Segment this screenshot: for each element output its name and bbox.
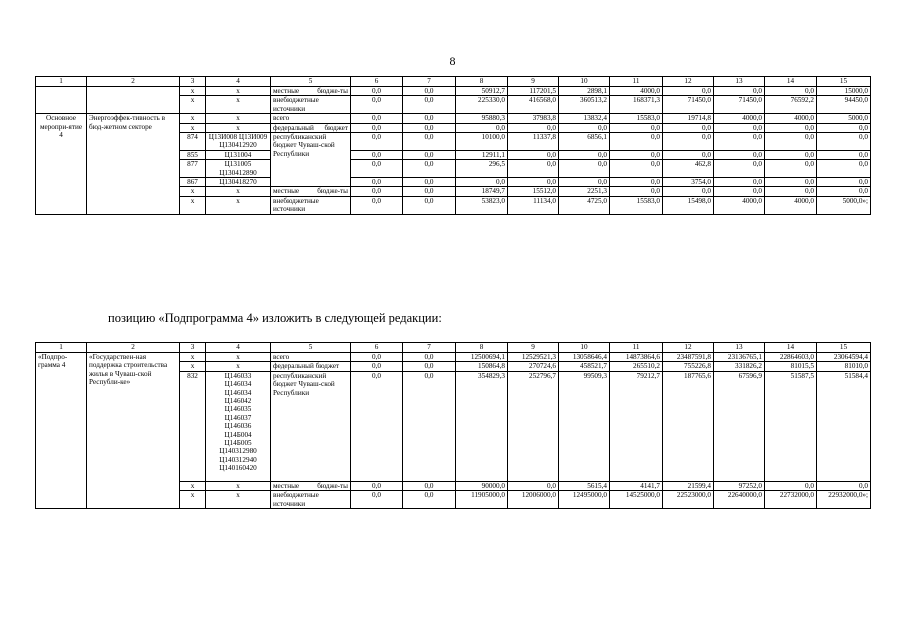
- table-row: [36, 87, 871, 96]
- value-cell: 4000,0: [765, 196, 817, 214]
- value-cell: 0,0: [817, 187, 871, 196]
- value-cell: 5000,0»;: [817, 196, 871, 214]
- header-cell: 2: [87, 77, 180, 87]
- value-cell: 13058646,4: [559, 353, 610, 362]
- value-cell: 51584,4: [817, 371, 871, 481]
- header-row: [36, 77, 871, 87]
- value-cell: 0,0: [351, 160, 403, 178]
- budget-code-cell: х: [206, 353, 271, 362]
- value-cell: 6856,1: [559, 133, 610, 151]
- admin-code-cell: х: [180, 114, 206, 123]
- value-cell: 0,0: [663, 150, 714, 159]
- value-cell: 265510,2: [610, 362, 663, 371]
- funding-table-subprogram-4: [35, 342, 871, 509]
- budget-code-cell: Ц146033 Ц146034 Ц146034 Ц146042 Ц146035 Ц146037 Ц146036 Ц14Б004 Ц14Б005 Ц140312980 Ц140312940 Ц140160420: [206, 371, 271, 481]
- value-cell: 4000,0: [765, 114, 817, 123]
- value-cell: 0,0: [403, 123, 456, 132]
- value-cell: 0,0: [403, 491, 456, 509]
- value-cell: 0,0: [508, 160, 559, 178]
- funding-source-cell: местные бюдже-ты: [271, 87, 351, 96]
- value-cell: 0,0: [403, 150, 456, 159]
- value-cell: 0,0: [765, 150, 817, 159]
- value-cell: 331826,2: [714, 362, 765, 371]
- value-cell: 23064594,4: [817, 353, 871, 362]
- value-cell: 14525000,0: [610, 491, 663, 509]
- value-cell: 296,5: [456, 160, 508, 178]
- funding-source-cell: местные бюдже-ты: [271, 187, 351, 196]
- value-cell: 15498,0: [663, 196, 714, 214]
- value-cell: 0,0: [351, 481, 403, 490]
- value-cell: 0,0: [403, 178, 456, 187]
- value-cell: 0,0: [351, 150, 403, 159]
- value-cell: 0,0: [817, 160, 871, 178]
- funding-table-main-event-4: [35, 76, 871, 215]
- value-cell: 0,0: [351, 123, 403, 132]
- admin-code-cell: х: [180, 187, 206, 196]
- value-cell: 95880,3: [456, 114, 508, 123]
- value-cell: 0,0: [351, 87, 403, 96]
- header-cell: 12: [663, 343, 714, 353]
- funding-source-cell: местные бюдже-ты: [271, 481, 351, 490]
- value-cell: 0,0: [351, 353, 403, 362]
- value-cell: 79212,7: [610, 371, 663, 481]
- value-cell: 15000,0: [817, 87, 871, 96]
- value-cell: 11337,8: [508, 133, 559, 151]
- program-name-cell: «Подпро-грамма 4: [36, 353, 87, 509]
- value-cell: 0,0: [817, 150, 871, 159]
- table-row: [36, 353, 871, 362]
- value-cell: 3754,0: [663, 178, 714, 187]
- header-cell: 15: [817, 343, 871, 353]
- value-cell: 71450,0: [714, 96, 765, 114]
- admin-code-cell: х: [180, 87, 206, 96]
- budget-code-cell: х: [206, 123, 271, 132]
- budget-code-cell: Ц131004: [206, 150, 271, 159]
- value-cell: 0,0: [403, 371, 456, 481]
- value-cell: 0,0: [351, 178, 403, 187]
- value-cell: 22864603,0: [765, 353, 817, 362]
- header-cell: 14: [765, 343, 817, 353]
- value-cell: 94450,0: [817, 96, 871, 114]
- header-cell: 8: [456, 343, 508, 353]
- value-cell: 150864,8: [456, 362, 508, 371]
- funding-source-cell: внебюджетные источники: [271, 96, 351, 114]
- header-cell: 1: [36, 343, 87, 353]
- value-cell: 0,0: [351, 196, 403, 214]
- value-cell: 755226,8: [663, 362, 714, 371]
- header-cell: 10: [559, 77, 610, 87]
- budget-code-cell: х: [206, 114, 271, 123]
- value-cell: 2251,3: [559, 187, 610, 196]
- value-cell: 168371,3: [610, 96, 663, 114]
- value-cell: 12495000,0: [559, 491, 610, 509]
- value-cell: 0,0: [610, 150, 663, 159]
- value-cell: 0,0: [663, 133, 714, 151]
- admin-code-cell: х: [180, 362, 206, 371]
- value-cell: 0,0: [559, 123, 610, 132]
- value-cell: 0,0: [351, 133, 403, 151]
- value-cell: 0,0: [351, 491, 403, 509]
- value-cell: 252796,7: [508, 371, 559, 481]
- header-cell: 5: [271, 77, 351, 87]
- value-cell: 0,0: [765, 123, 817, 132]
- value-cell: 0,0: [714, 123, 765, 132]
- value-cell: 0,0: [714, 187, 765, 196]
- value-cell: 51587,5: [765, 371, 817, 481]
- value-cell: 0,0: [714, 133, 765, 151]
- funding-source-cell: федеральный бюджет: [271, 123, 351, 132]
- value-cell: 99509,3: [559, 371, 610, 481]
- value-cell: 4000,0: [610, 87, 663, 96]
- event-desc-cell-empty: [87, 87, 180, 114]
- value-cell: 0,0: [610, 160, 663, 178]
- value-cell: 0,0: [403, 362, 456, 371]
- value-cell: 0,0: [817, 481, 871, 490]
- value-cell: 22640000,0: [714, 491, 765, 509]
- value-cell: 0,0: [714, 150, 765, 159]
- value-cell: 4000,0: [714, 196, 765, 214]
- value-cell: 0,0: [765, 87, 817, 96]
- header-cell: 5: [271, 343, 351, 353]
- value-cell: 0,0: [403, 114, 456, 123]
- value-cell: 0,0: [765, 187, 817, 196]
- value-cell: 0,0: [817, 123, 871, 132]
- value-cell: 71450,0: [663, 96, 714, 114]
- header-cell: 13: [714, 343, 765, 353]
- admin-code-cell: х: [180, 353, 206, 362]
- value-cell: 15583,0: [610, 196, 663, 214]
- value-cell: 0,0: [559, 150, 610, 159]
- value-cell: 0,0: [610, 187, 663, 196]
- funding-source-cell: всего: [271, 114, 351, 123]
- value-cell: 5615,4: [559, 481, 610, 490]
- value-cell: 4141,7: [610, 481, 663, 490]
- value-cell: 14873864,6: [610, 353, 663, 362]
- value-cell: 0,0: [610, 123, 663, 132]
- header-cell: 3: [180, 343, 206, 353]
- funding-source-cell: федеральный бюджет: [271, 362, 351, 371]
- budget-code-cell: х: [206, 362, 271, 371]
- funding-source-cell: республиканский бюджет Чуваш-ской Республики: [271, 133, 351, 187]
- budget-code-cell: х: [206, 187, 271, 196]
- value-cell: 10100,0: [456, 133, 508, 151]
- budget-code-cell: х: [206, 491, 271, 509]
- header-cell: 7: [403, 77, 456, 87]
- value-cell: 81015,5: [765, 362, 817, 371]
- value-cell: 4000,0: [714, 114, 765, 123]
- admin-code-cell: х: [180, 481, 206, 490]
- value-cell: 0,0: [508, 178, 559, 187]
- value-cell: 0,0: [351, 114, 403, 123]
- header-cell: 13: [714, 77, 765, 87]
- value-cell: 0,0: [765, 160, 817, 178]
- value-cell: 0,0: [351, 362, 403, 371]
- value-cell: 0,0: [765, 133, 817, 151]
- page-number: 8: [449, 54, 456, 68]
- value-cell: 12006000,0: [508, 491, 559, 509]
- header-cell: 10: [559, 343, 610, 353]
- value-cell: 2898,1: [559, 87, 610, 96]
- budget-code-cell: Ц13И008 Ц13И009 Ц130412920: [206, 133, 271, 151]
- value-cell: 4725,0: [559, 196, 610, 214]
- value-cell: 0,0: [508, 150, 559, 159]
- value-cell: 0,0: [714, 178, 765, 187]
- value-cell: 11905000,0: [456, 491, 508, 509]
- budget-code-cell: х: [206, 87, 271, 96]
- header-cell: 11: [610, 343, 663, 353]
- value-cell: 37983,8: [508, 114, 559, 123]
- value-cell: 0,0: [403, 187, 456, 196]
- value-cell: 15512,0: [508, 187, 559, 196]
- header-cell: 6: [351, 343, 403, 353]
- value-cell: 50912,7: [456, 87, 508, 96]
- admin-code-cell: х: [180, 123, 206, 132]
- value-cell: 5000,0: [817, 114, 871, 123]
- header-cell: 7: [403, 343, 456, 353]
- value-cell: 0,0: [663, 123, 714, 132]
- value-cell: 0,0: [610, 178, 663, 187]
- value-cell: 270724,6: [508, 362, 559, 371]
- table-row: [36, 114, 871, 123]
- header-cell: 9: [508, 343, 559, 353]
- value-cell: 76592,2: [765, 96, 817, 114]
- value-cell: 360513,2: [559, 96, 610, 114]
- admin-code-cell: х: [180, 491, 206, 509]
- value-cell: 0,0: [508, 123, 559, 132]
- value-cell: 0,0: [403, 353, 456, 362]
- admin-code-cell: х: [180, 96, 206, 114]
- header-cell: 14: [765, 77, 817, 87]
- header-cell: 9: [508, 77, 559, 87]
- value-cell: 22932000,0»;: [817, 491, 871, 509]
- value-cell: 0,0: [456, 123, 508, 132]
- value-cell: 354829,3: [456, 371, 508, 481]
- budget-code-cell: х: [206, 96, 271, 114]
- value-cell: 0,0: [663, 187, 714, 196]
- amendment-caption: позицию «Подпрограмма 4» изложить в следующей редакции:: [108, 311, 442, 325]
- value-cell: 97252,0: [714, 481, 765, 490]
- value-cell: 0,0: [765, 178, 817, 187]
- value-cell: 0,0: [663, 87, 714, 96]
- header-cell: 15: [817, 77, 871, 87]
- value-cell: 90000,0: [456, 481, 508, 490]
- value-cell: 67596,9: [714, 371, 765, 481]
- funding-source-cell: всего: [271, 353, 351, 362]
- value-cell: 0,0: [403, 160, 456, 178]
- admin-code-cell: 874: [180, 133, 206, 151]
- value-cell: 0,0: [403, 133, 456, 151]
- value-cell: 458521,7: [559, 362, 610, 371]
- header-cell: 6: [351, 77, 403, 87]
- header-cell: 8: [456, 77, 508, 87]
- value-cell: 22523000,0: [663, 491, 714, 509]
- value-cell: 0,0: [351, 96, 403, 114]
- value-cell: 0,0: [714, 87, 765, 96]
- value-cell: 0,0: [403, 481, 456, 490]
- value-cell: 0,0: [351, 371, 403, 481]
- budget-code-cell: х: [206, 481, 271, 490]
- header-row: [36, 343, 871, 353]
- event-desc-cell: Энергоэффек-тивность в бюд-жетном секторе: [87, 114, 180, 214]
- value-cell: 12529521,3: [508, 353, 559, 362]
- value-cell: 0,0: [559, 160, 610, 178]
- budget-code-cell: х: [206, 196, 271, 214]
- value-cell: 22732000,0: [765, 491, 817, 509]
- budget-code-cell: Ц131005 Ц130412890: [206, 160, 271, 178]
- admin-code-cell: 867: [180, 178, 206, 187]
- value-cell: 11134,0: [508, 196, 559, 214]
- funding-source-cell: внебюджетные источники: [271, 196, 351, 214]
- value-cell: 416568,0: [508, 96, 559, 114]
- value-cell: 187765,6: [663, 371, 714, 481]
- value-cell: 462,8: [663, 160, 714, 178]
- value-cell: 0,0: [817, 133, 871, 151]
- value-cell: 0,0: [456, 178, 508, 187]
- value-cell: 225330,0: [456, 96, 508, 114]
- value-cell: 0,0: [817, 178, 871, 187]
- budget-code-cell: Ц130418270: [206, 178, 271, 187]
- admin-code-cell: 855: [180, 150, 206, 159]
- value-cell: 0,0: [403, 87, 456, 96]
- value-cell: 0,0: [508, 481, 559, 490]
- value-cell: 0,0: [351, 187, 403, 196]
- value-cell: 81010,0: [817, 362, 871, 371]
- header-cell: 1: [36, 77, 87, 87]
- value-cell: 18749,7: [456, 187, 508, 196]
- event-name-cell-empty: [36, 87, 87, 114]
- value-cell: 23487591,8: [663, 353, 714, 362]
- value-cell: 23136765,1: [714, 353, 765, 362]
- value-cell: 13832,4: [559, 114, 610, 123]
- header-cell: 2: [87, 343, 180, 353]
- value-cell: 117201,5: [508, 87, 559, 96]
- value-cell: 0,0: [559, 178, 610, 187]
- value-cell: 15583,0: [610, 114, 663, 123]
- funding-source-cell: внебюджетные источники: [271, 491, 351, 509]
- admin-code-cell: х: [180, 196, 206, 214]
- event-name-cell: Основное меропри-ятие 4: [36, 114, 87, 214]
- value-cell: 0,0: [714, 160, 765, 178]
- value-cell: 53823,0: [456, 196, 508, 214]
- admin-code-cell: 877: [180, 160, 206, 178]
- value-cell: 0,0: [765, 481, 817, 490]
- header-cell: 12: [663, 77, 714, 87]
- value-cell: 0,0: [403, 196, 456, 214]
- value-cell: 12500694,1: [456, 353, 508, 362]
- value-cell: 19714,8: [663, 114, 714, 123]
- funding-source-cell: республиканский бюджет Чуваш-ской Республики: [271, 371, 351, 481]
- admin-code-cell: 832: [180, 371, 206, 481]
- program-desc-cell: «Государствен-ная поддержка строительства жилья в Чуваш-ской Республи-ке»: [87, 353, 180, 509]
- header-cell: 4: [206, 343, 271, 353]
- value-cell: 0,0: [610, 133, 663, 151]
- value-cell: 21599,4: [663, 481, 714, 490]
- value-cell: 12911,1: [456, 150, 508, 159]
- value-cell: 0,0: [403, 96, 456, 114]
- header-cell: 4: [206, 77, 271, 87]
- header-cell: 11: [610, 77, 663, 87]
- header-cell: 3: [180, 77, 206, 87]
